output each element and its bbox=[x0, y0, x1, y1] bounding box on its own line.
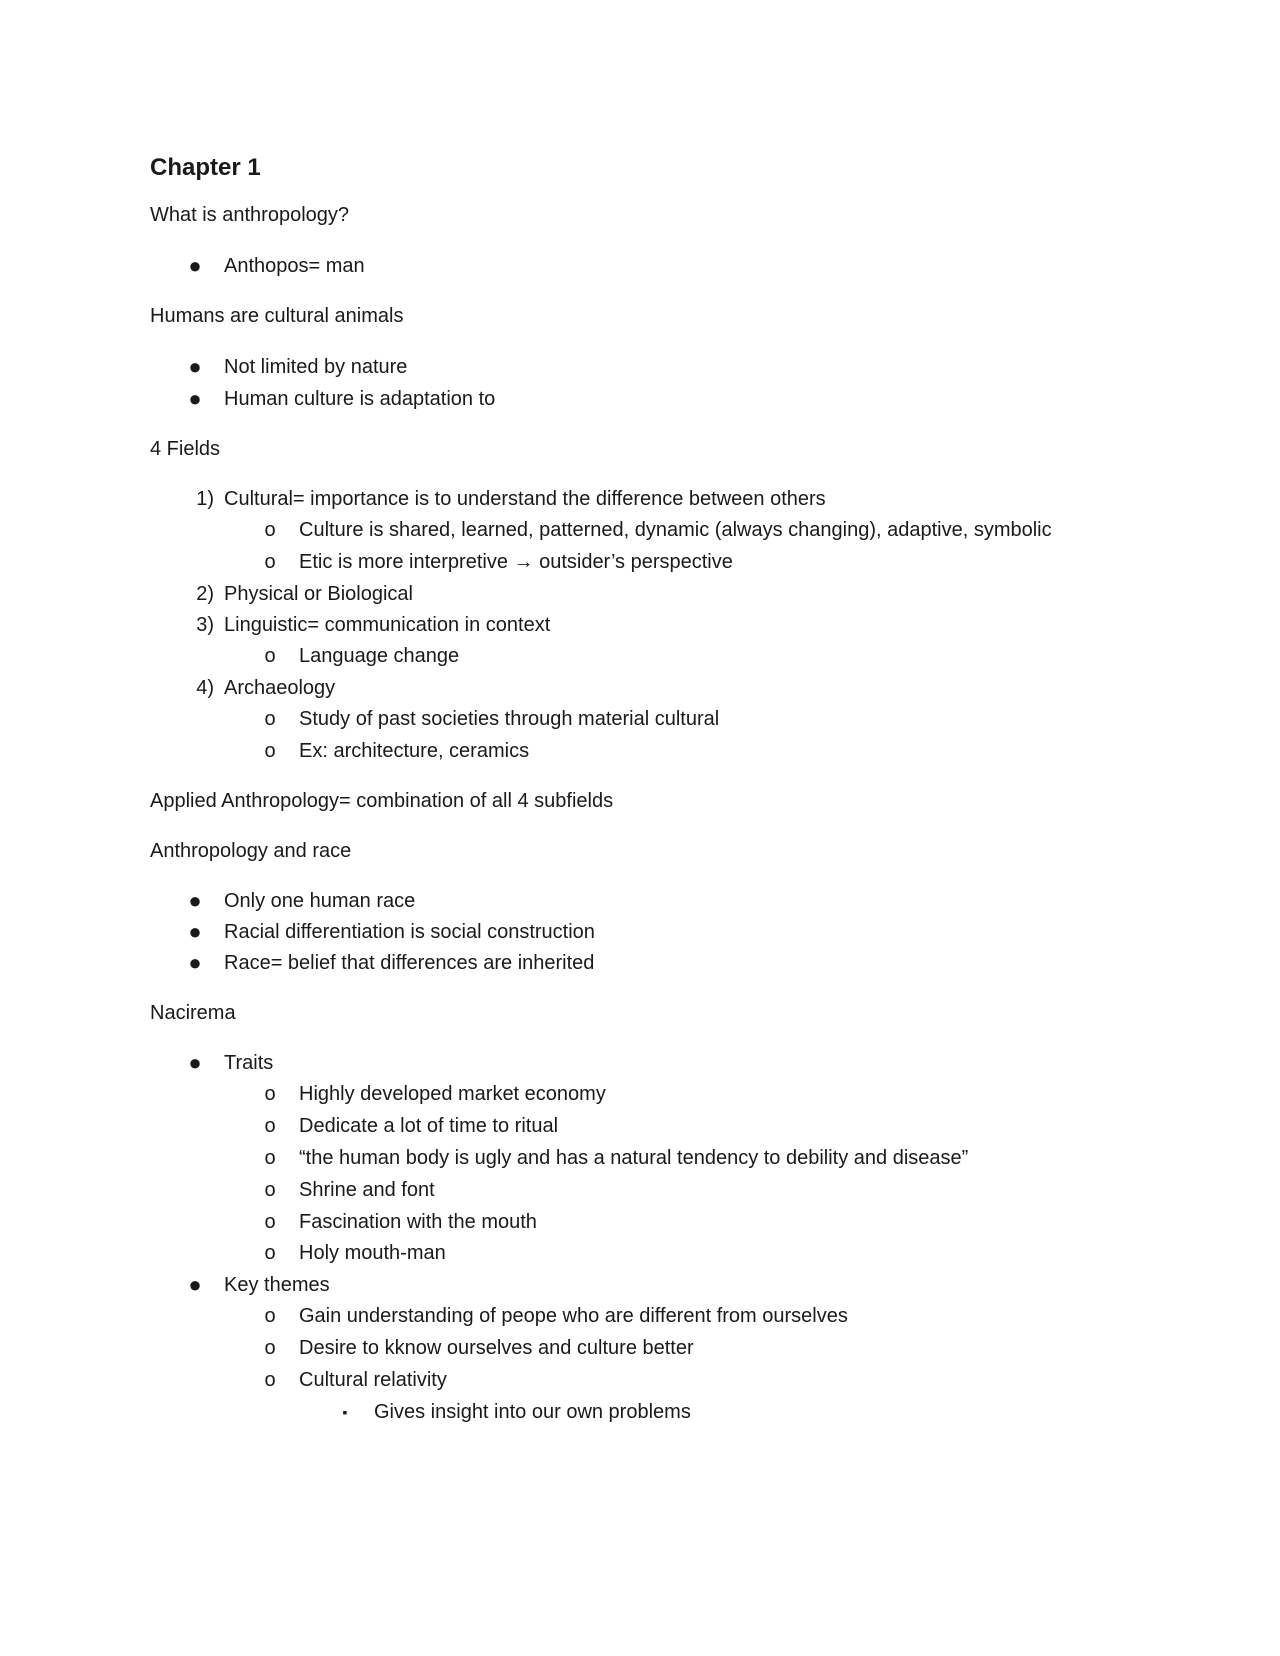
bullet-marker: ● bbox=[188, 386, 202, 411]
bullet-marker: ● bbox=[188, 950, 202, 975]
bullet-marker: ● bbox=[188, 888, 202, 913]
list-item-text: Racial differentiation is social construction bbox=[224, 921, 595, 943]
list-item-text: Traits bbox=[224, 1052, 274, 1074]
list-item bbox=[188, 253, 365, 279]
bullet-marker: ● bbox=[188, 1050, 202, 1075]
list-item-text: Holy mouth-man bbox=[299, 1242, 446, 1264]
number-marker: 1) bbox=[196, 488, 214, 510]
list-item bbox=[188, 386, 496, 412]
list-item-text: “the human body is ugly and has a natural tendency to debility and disease” bbox=[299, 1147, 969, 1169]
bullet-marker: ● bbox=[188, 253, 202, 278]
numbered-item bbox=[196, 486, 826, 512]
sub-list-item bbox=[264, 706, 720, 732]
sub-list-item bbox=[264, 549, 733, 575]
numbered-item bbox=[196, 675, 336, 701]
list-item-text: Gain understanding of peope who are different from ourselves bbox=[299, 1305, 848, 1327]
list-item-text: Linguistic= communication in context bbox=[224, 614, 551, 636]
list-item-text: Anthopos= man bbox=[224, 255, 365, 277]
list-item bbox=[188, 1272, 330, 1298]
list-item-text: Culture is shared, learned, patterned, dynamic (always changing), adaptive, symbolic bbox=[299, 519, 1052, 541]
list-item bbox=[188, 1050, 274, 1076]
list-item-text: Study of past societies through material cultural bbox=[299, 708, 720, 730]
circle-marker: o bbox=[264, 1147, 276, 1169]
circle-marker: o bbox=[264, 519, 276, 541]
circle-marker: o bbox=[264, 551, 276, 573]
section-heading-what-is-anthropology: What is anthropology? bbox=[150, 204, 350, 226]
list-item-text: Etic is more interpretive → outsider’s perspective bbox=[299, 551, 733, 573]
page-title: Chapter 1 bbox=[150, 154, 261, 181]
list-item bbox=[188, 354, 408, 380]
list-item-text: Highly developed market economy bbox=[299, 1083, 606, 1105]
sub-list-item bbox=[264, 1081, 606, 1107]
circle-marker: o bbox=[264, 1305, 276, 1327]
list-item-text: Fascination with the mouth bbox=[299, 1211, 537, 1233]
list-item-text: Shrine and font bbox=[299, 1179, 435, 1201]
list-item-text: Archaeology bbox=[224, 677, 336, 699]
bullet-marker: ● bbox=[188, 919, 202, 944]
sub-list-item bbox=[264, 643, 460, 669]
sub-sub-list-item bbox=[342, 1399, 691, 1425]
circle-marker: o bbox=[264, 1179, 276, 1201]
list-item-text: Desire to kknow ourselves and culture better bbox=[299, 1337, 694, 1359]
list-item-text: Not limited by nature bbox=[224, 356, 408, 378]
list-item-text: Ex: architecture, ceramics bbox=[299, 740, 530, 762]
list-item bbox=[188, 950, 595, 976]
list-item-text: Cultural relativity bbox=[299, 1369, 447, 1391]
sub-list-item bbox=[264, 1177, 435, 1203]
sub-list-item bbox=[264, 1367, 447, 1393]
list-item-text: Physical or Biological bbox=[224, 583, 413, 605]
circle-marker: o bbox=[264, 1337, 276, 1359]
circle-marker: o bbox=[264, 645, 276, 667]
list-item-text: Human culture is adaptation to bbox=[224, 388, 496, 410]
numbered-item bbox=[196, 581, 413, 607]
list-item-text: Dedicate a lot of time to ritual bbox=[299, 1115, 559, 1137]
circle-marker: o bbox=[264, 1115, 276, 1137]
circle-marker: o bbox=[264, 1211, 276, 1233]
list-item-text: Cultural= importance is to understand the difference between others bbox=[224, 488, 826, 510]
number-marker: 2) bbox=[196, 583, 214, 605]
list-item bbox=[188, 888, 416, 914]
bullet-marker: ● bbox=[188, 354, 202, 379]
number-marker: 4) bbox=[196, 677, 214, 699]
number-marker: 3) bbox=[196, 614, 214, 636]
section-heading-4-fields: 4 Fields bbox=[150, 438, 221, 460]
sub-list-item bbox=[264, 517, 1052, 543]
circle-marker: o bbox=[264, 1242, 276, 1264]
numbered-item bbox=[196, 612, 551, 638]
list-item bbox=[188, 919, 595, 945]
sub-list-item bbox=[264, 1240, 446, 1266]
square-marker: ▪ bbox=[342, 1404, 348, 1420]
section-heading-applied-anthropology: Applied Anthropology= combination of all 4 subfields bbox=[150, 790, 614, 812]
sub-list-item bbox=[264, 1335, 694, 1361]
sub-list-item bbox=[264, 1113, 559, 1139]
section-heading-humans: Humans are cultural animals bbox=[150, 305, 404, 327]
list-item-text: Gives insight into our own problems bbox=[374, 1401, 691, 1423]
list-item-text: Language change bbox=[299, 645, 460, 667]
sub-list-item bbox=[264, 738, 530, 764]
sub-list-item bbox=[264, 1303, 848, 1329]
circle-marker: o bbox=[264, 708, 276, 730]
circle-marker: o bbox=[264, 1083, 276, 1105]
section-heading-nacirema: Nacirema bbox=[150, 1002, 236, 1024]
list-item-text: Key themes bbox=[224, 1274, 330, 1296]
sub-list-item bbox=[264, 1145, 969, 1171]
sub-list-item bbox=[264, 1209, 537, 1235]
circle-marker: o bbox=[264, 1369, 276, 1391]
list-item-text: Race= belief that differences are inherited bbox=[224, 952, 595, 974]
circle-marker: o bbox=[264, 740, 276, 762]
section-heading-anthropology-and-race: Anthropology and race bbox=[150, 840, 352, 862]
bullet-marker: ● bbox=[188, 1272, 202, 1297]
list-item-text: Only one human race bbox=[224, 890, 416, 912]
